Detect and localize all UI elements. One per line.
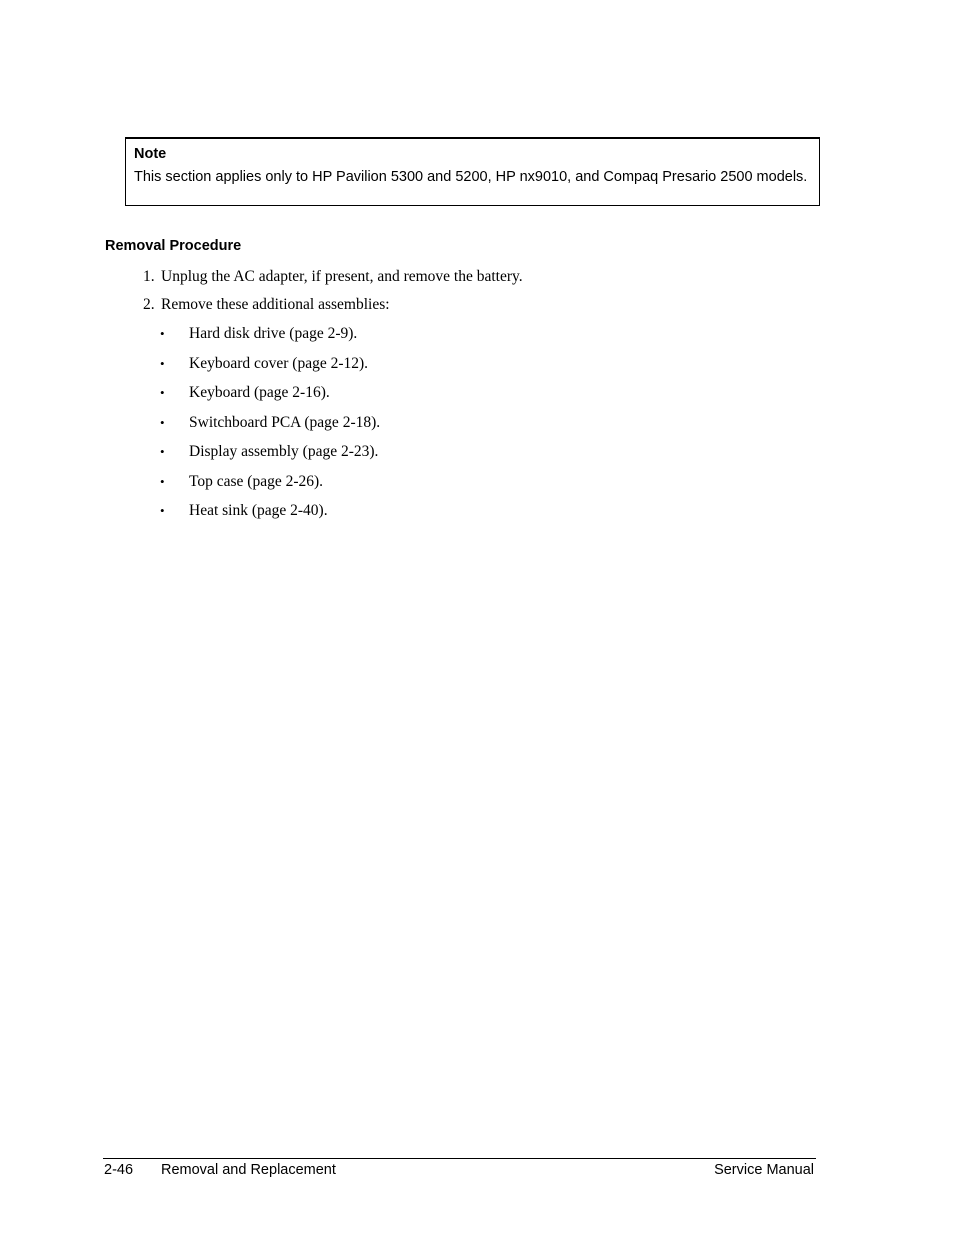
list-item [160, 383, 380, 402]
step-number: 1. [143, 268, 155, 285]
note-text: This section applies only to HP Pavilion 5300 and 5200, HP nx9010, and Compaq Presario 2500 models. [134, 169, 808, 185]
step-item [143, 267, 523, 286]
assembly-text: Top case (page 2-26). [189, 472, 324, 490]
assembly-list [160, 324, 380, 531]
footer-divider [103, 1158, 816, 1159]
list-item [160, 413, 380, 432]
step-list [143, 267, 523, 323]
step-number: 2. [143, 296, 155, 313]
list-item [160, 472, 380, 491]
bullet-icon: • [160, 414, 165, 430]
assembly-text: Display assembly (page 2-23). [189, 443, 379, 460]
step-item [143, 295, 523, 314]
assembly-text: Keyboard (page 2-16). [189, 384, 330, 401]
bullet-icon: • [160, 503, 165, 518]
bullet-icon: • [160, 326, 165, 341]
step-text: Remove these additional assemblies: [161, 296, 390, 313]
list-item [160, 442, 380, 461]
footer-page-number: 2-46 [104, 1162, 134, 1178]
note-box [125, 137, 820, 206]
list-item [160, 354, 380, 373]
step-text: Unplug the AC adapter, if present, and remove the battery. [161, 268, 523, 285]
note-title: Note [134, 146, 167, 162]
list-item [160, 324, 380, 343]
assembly-text: Heat sink (page 2-40). [189, 502, 328, 519]
footer-section-title: Removal and Replacement [161, 1162, 336, 1178]
assembly-text: Hard disk drive (page 2-9). [189, 325, 358, 342]
bullet-icon: • [160, 385, 165, 400]
assembly-text: Switchboard PCA (page 2-18). [189, 413, 381, 431]
footer-manual-title: Service Manual [714, 1162, 814, 1178]
bullet-icon: • [160, 444, 165, 459]
assembly-text: Keyboard cover (page 2-12). [189, 354, 369, 372]
bullet-icon: • [160, 473, 165, 489]
bullet-icon: • [160, 355, 165, 371]
section-heading: Removal Procedure [105, 238, 242, 254]
list-item [160, 501, 380, 520]
